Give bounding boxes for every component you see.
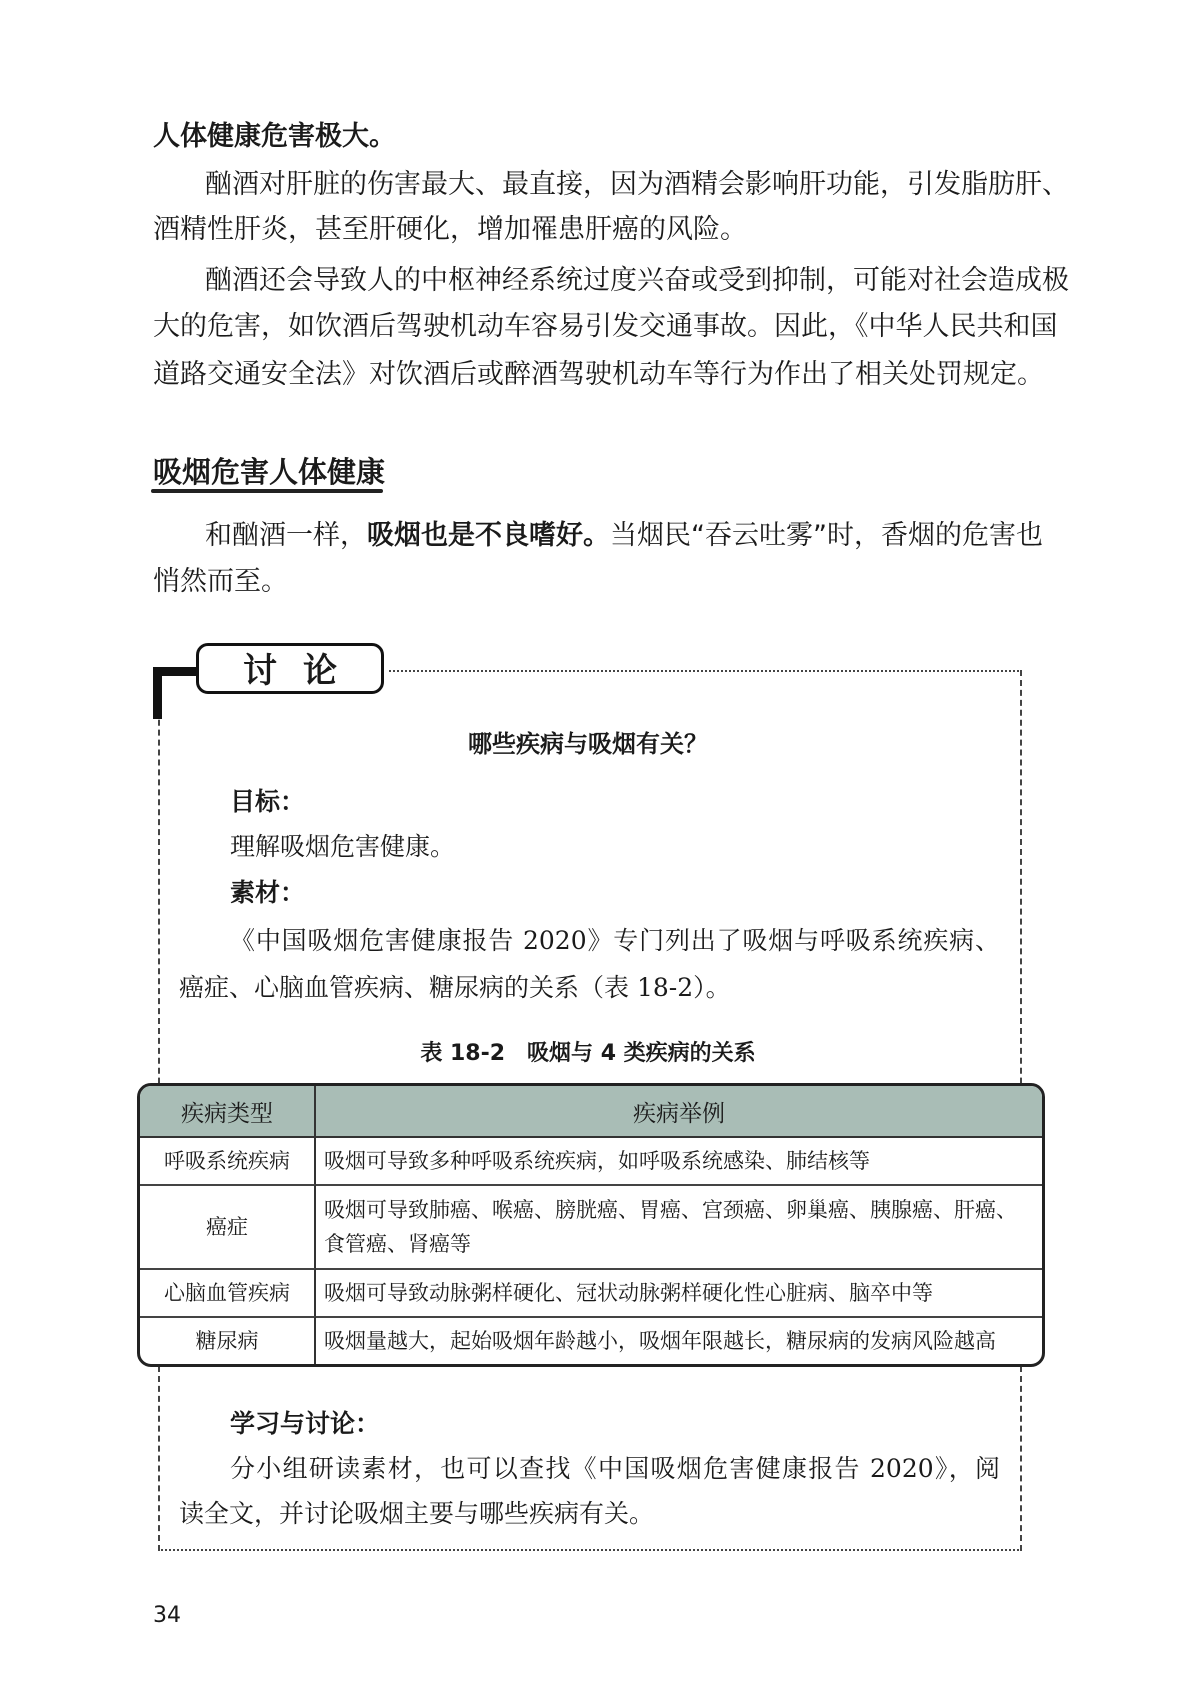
cell: 心脑血管疾病 xyxy=(140,1268,316,1316)
paragraph-line: 酗酒还会导致人的中枢神经系统过度兴奋或受到抑制，可能对社会造成极 xyxy=(205,265,1069,296)
cell: 吸烟可导致多种呼吸系统疾病，如呼吸系统感染、肺结核等 xyxy=(324,1148,870,1173)
material-line: 《中国吸烟危害健康报告 2020》专门列出了吸烟与呼吸系统疾病、 xyxy=(230,926,1000,955)
column-header: 疾病举例 xyxy=(316,1086,1042,1138)
cell: 吸烟可导致肺癌、喉癌、膀胱癌、胃癌、宫颈癌、卵巢癌、胰腺癌、肝癌、食管癌、肾癌等 xyxy=(316,1184,1042,1269)
text: 和酗酒一样， xyxy=(205,520,367,551)
column-header: 疾病类型 xyxy=(140,1086,316,1138)
study-label: 学习与讨论： xyxy=(230,1409,381,1438)
table-row xyxy=(140,1268,1042,1316)
paragraph-line: 道路交通安全法》对饮酒后或醉酒驾驶机动车等行为作出了相关处罚规定。 xyxy=(153,359,1044,390)
intro-bold-line: 人体健康危害极大。 xyxy=(153,121,396,152)
material-label: 素材： xyxy=(230,878,306,907)
paragraph-line: 大的危害，如饮酒后驾驶机动车容易引发交通事故。因此，《中华人民共和国 xyxy=(153,311,1058,342)
table-row xyxy=(140,1184,1042,1269)
paragraph-line xyxy=(205,518,1043,554)
cell: 糖尿病 xyxy=(140,1316,316,1364)
cell: 癌症 xyxy=(140,1184,316,1269)
bold-text: 吸烟也是不良嗜好。 xyxy=(367,520,610,551)
paragraph-line: 酗酒对肝脏的伤害最大、最直接，因为酒精会影响肝功能，引发脂肪肝、 xyxy=(205,169,1069,200)
section-heading: 吸烟危害人体健康 xyxy=(153,455,386,489)
table-caption: 表 18-2 吸烟与 4 类疾病的关系 xyxy=(420,1041,756,1066)
paragraph-line: 悄然而至。 xyxy=(153,566,288,597)
heading-underline xyxy=(151,489,383,493)
table-row xyxy=(140,1316,1042,1364)
disease-table xyxy=(137,1083,1045,1367)
discussion-tab: 讨论 xyxy=(196,643,384,694)
page-number: 34 xyxy=(153,1603,181,1628)
cell: 呼吸系统疾病 xyxy=(140,1138,316,1184)
bracket-decoration xyxy=(153,667,201,676)
text: 当烟民“吞云吐雾”时，香烟的危害也 xyxy=(610,520,1043,551)
cell: 吸烟可导致动脉粥样硬化、冠状动脉粥样硬化性心脏病、脑卒中等 xyxy=(316,1268,1042,1316)
discussion-title: 哪些疾病与吸烟有关？ xyxy=(468,730,708,758)
cell: 吸烟量越大，起始吸烟年龄越小，吸烟年限越长，糖尿病的发病风险越高 xyxy=(316,1316,1042,1364)
study-line: 分小组研读素材，也可以查找《中国吸烟危害健康报告 2020》，阅 xyxy=(230,1454,1000,1483)
table-row xyxy=(140,1138,1042,1184)
material-line: 癌症、心脑血管疾病、糖尿病的关系（表 18-2）。 xyxy=(179,973,731,1002)
goal-label: 目标： xyxy=(230,787,306,816)
paragraph-line: 酒精性肝炎，甚至肝硬化，增加罹患肝癌的风险。 xyxy=(153,214,747,245)
study-line: 读全文，并讨论吸烟主要与哪些疾病有关。 xyxy=(179,1499,655,1528)
goal-text: 理解吸烟危害健康。 xyxy=(230,832,456,861)
